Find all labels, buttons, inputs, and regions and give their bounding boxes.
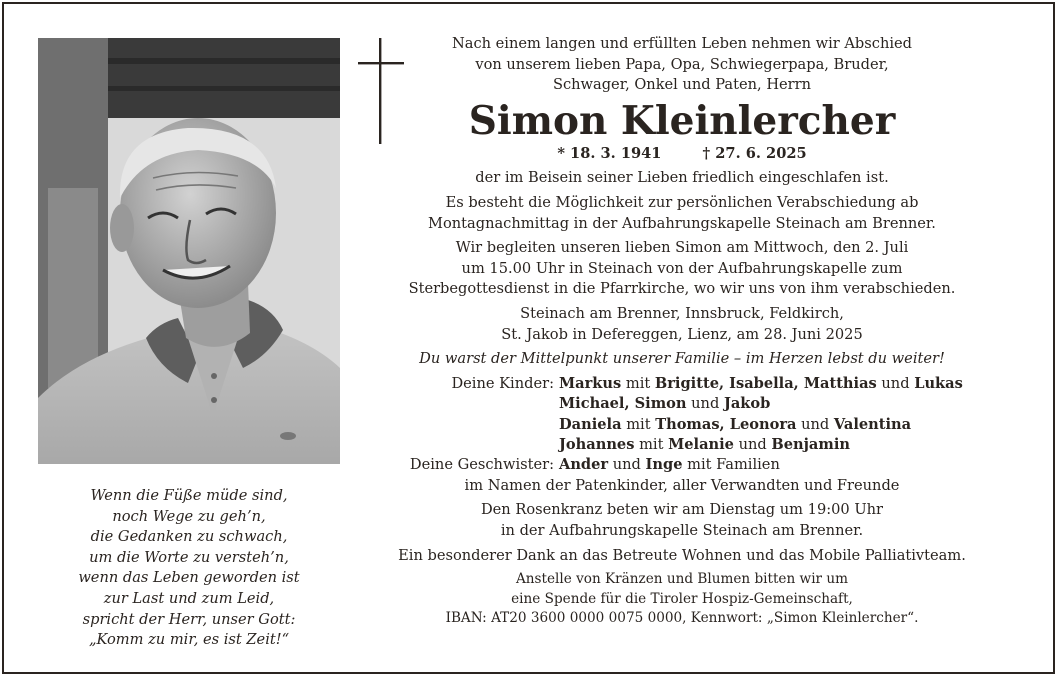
funeral-line: Sterbegottesdienst in die Pfarrkirche, wo wir uns von ihm verabschieden. — [408, 280, 956, 298]
family-row: Michael, Simon und Jakob — [559, 395, 771, 413]
intro-line: von unserem lieben Papa, Opa, Schwiegerpapa, Bruder, — [475, 55, 889, 73]
death-date: † 27. 6. 2025 — [702, 144, 807, 162]
children-label: Deine Kinder: — [451, 374, 554, 392]
place-line: Steinach am Brenner, Innsbruck, Feldkirch, — [520, 304, 844, 322]
poem-line: spricht der Herr, unser Gott: — [82, 610, 296, 628]
funeral-line: um 15.00 Uhr in Steinach von der Aufbahrungskapelle zum — [461, 259, 903, 277]
intro-line: Nach einem langen und erfüllten Leben nehmen wir Abschied — [451, 35, 912, 52]
donation-line: eine Spende für die Tiroler Hospiz-Gemeinschaft, — [511, 590, 853, 607]
poem — [38, 486, 340, 651]
motto: Du warst der Mittelpunkt unserer Familie – im Herzen lebst du weiter! — [419, 350, 945, 368]
extended-family: im Namen der Patenkinder, aller Verwandten und Freunde — [464, 476, 900, 494]
siblings-label: Deine Geschwister: — [409, 456, 554, 474]
poem-line: wenn das Leben geworden ist — [78, 569, 300, 587]
portrait-photo — [38, 38, 340, 464]
poem-line: „Komm zu mir, es ist Zeit!“ — [88, 631, 290, 649]
obituary-text — [374, 34, 990, 628]
donation-line: Anstelle von Kränzen und Blumen bitten wir um — [515, 571, 849, 588]
peaceful-line: der im Beisein seiner Lieben friedlich eingeschlafen ist. — [475, 169, 889, 187]
deceased-name: Simon Kleinlercher — [468, 97, 896, 144]
funeral-line: Wir begleiten unseren lieben Simon am Mittwoch, den 2. Juli — [455, 239, 909, 257]
poem-line: die Gedanken zu schwach, — [90, 528, 288, 546]
poem-line: um die Worte zu versteh’n, — [89, 548, 289, 566]
donation-line: IBAN: AT20 3600 0000 0075 0000, Kennwort: „Simon Kleinlercher“. — [445, 609, 919, 626]
family-list — [374, 374, 990, 476]
family-row: Markus mit Brigitte, Isabella, Matthias und Lukas — [559, 374, 963, 392]
life-dates — [374, 144, 990, 165]
intro-line: Schwager, Onkel und Paten, Herrn — [552, 76, 812, 94]
poem-line: zur Last und zum Leid, — [103, 589, 275, 607]
farewell-line: Es besteht die Möglichkeit zur persönlichen Verabschiedung ab — [445, 193, 919, 211]
poem-line: noch Wege zu geh’n, — [112, 507, 266, 525]
thanks-line: Ein besonderer Dank an das Betreute Wohnen und das Mobile Palliativteam. — [398, 546, 966, 564]
portrait-image — [38, 38, 340, 464]
farewell-line: Montagnachmittag in der Aufbahrungskapelle Steinach am Brenner. — [428, 214, 936, 232]
family-row: Daniela mit Thomas, Leonora und Valentina — [559, 415, 912, 433]
rosary-line: in der Aufbahrungskapelle Steinach am Brenner. — [500, 521, 864, 539]
birth-date: * 18. 3. 1941 — [557, 144, 662, 162]
rosary-line: Den Rosenkranz beten wir am Dienstag um 19:00 Uhr — [480, 501, 884, 519]
place-line: St. Jakob in Defereggen, Lienz, am 28. Juni 2025 — [501, 325, 863, 343]
family-row: Ander und Inge mit Familien — [559, 456, 780, 474]
family-row: Johannes mit Melanie und Benjamin — [559, 435, 850, 453]
poem-line: Wenn die Füße müde sind, — [90, 487, 288, 504]
